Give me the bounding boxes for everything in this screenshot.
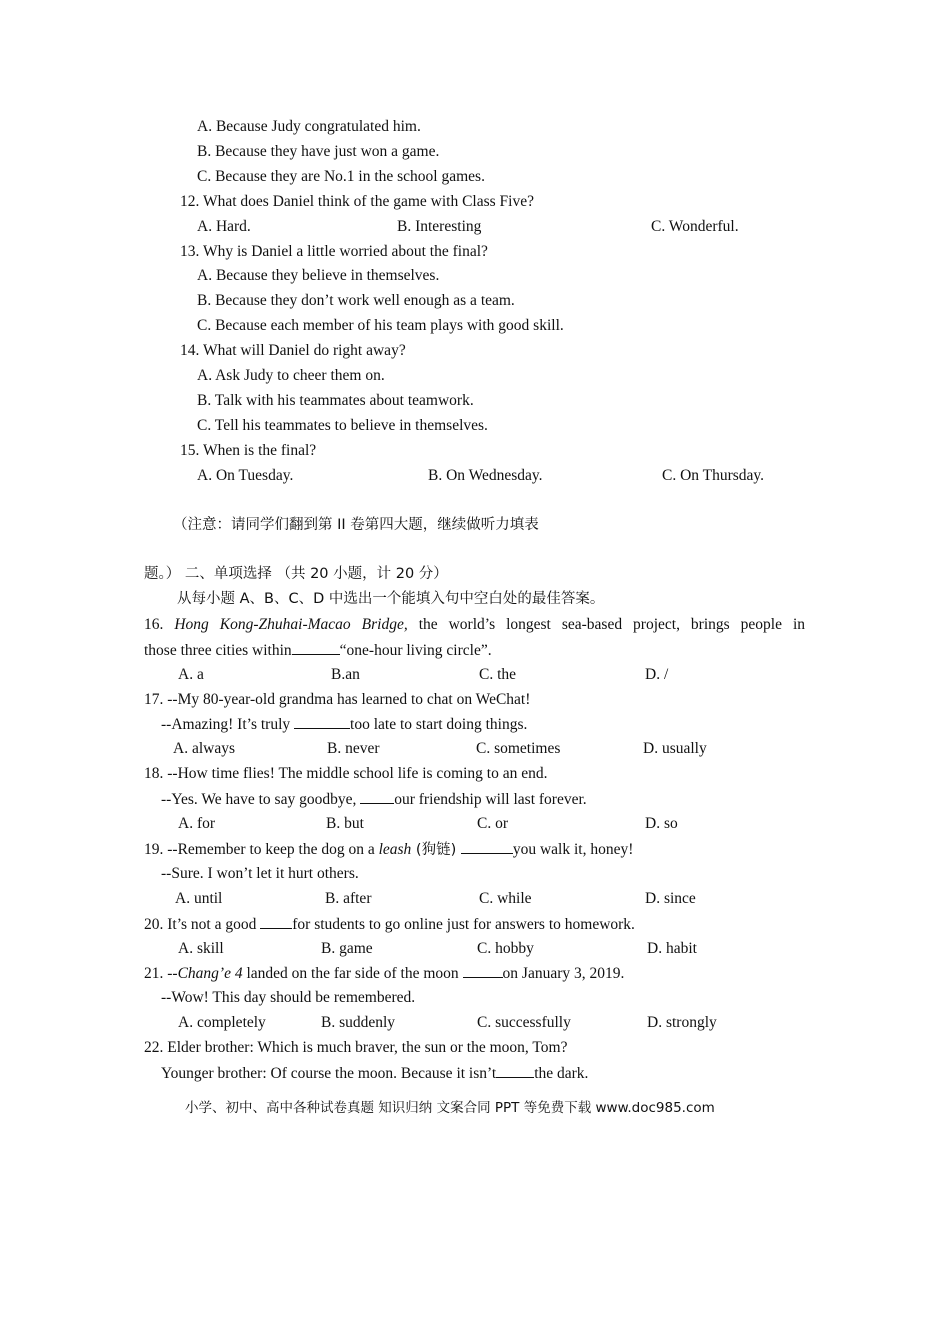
q22-text: Younger brother: Of course the moon. Because it isn’t	[161, 1065, 497, 1082]
q14-option-b: B. Talk with his teammates about teamwork.	[197, 392, 474, 409]
q17-option-a: A. always	[173, 740, 235, 757]
q16-rest: the world’s longest sea-based project, brings people in	[418, 616, 806, 633]
q21-option-d: D. strongly	[647, 1014, 717, 1031]
q15-option-c: C. On Thursday.	[662, 467, 765, 484]
q19-option-d: D. since	[645, 890, 696, 907]
q21-text: 21. --	[144, 965, 178, 982]
q21-italic-name: Chang’e 4	[177, 965, 243, 982]
q18-blank	[360, 789, 394, 804]
q14-option-a: A. Ask Judy to cheer them on.	[197, 367, 385, 384]
q21-line-1	[144, 963, 624, 984]
q21-option-b: B. suddenly	[321, 1014, 396, 1031]
q17-option-c: C. sometimes	[476, 740, 561, 757]
q20-option-b: B. game	[321, 940, 373, 957]
q19-blank	[461, 839, 513, 854]
q19-line-1	[144, 839, 633, 860]
q21-option-c: C. successfully	[477, 1014, 571, 1031]
section-instruction: 从每小题 A、B、C、D 中选出一个能填入句中空白处的最佳答案。	[177, 591, 605, 607]
q12-option-c: C. Wonderful.	[651, 218, 739, 235]
q11-option-a: A. Because Judy congratulated him.	[197, 118, 421, 135]
q20-text: 20. It’s not a good	[144, 916, 261, 933]
section-heading: 题。） 二、单项选择 （共 20 小题，计 20 分）	[144, 566, 448, 582]
q16-line-2-end: “one-hour living circle”.	[339, 642, 492, 659]
q21-text-mid: landed on the far side of the moon	[242, 965, 463, 982]
q17-blank	[294, 714, 350, 729]
q17-line-2-text: --Amazing! It’s truly	[161, 716, 295, 733]
q16-option-c: C. the	[479, 666, 517, 683]
q22-line-1: 22. Elder brother: Which is much braver, the sun or the moon, Tom?	[144, 1039, 568, 1056]
q14-stem: 14. What will Daniel do right away?	[180, 342, 406, 359]
q15-option-b: B. On Wednesday.	[428, 467, 543, 484]
q11-option-b: B. Because they have just won a game.	[197, 143, 440, 160]
q17-line-2	[161, 714, 527, 735]
q17-line-1: 17. --My 80-year-old grandma has learned to chat on WeChat!	[144, 691, 531, 708]
q19-italic-word: leash	[378, 841, 412, 858]
q16-line-2-text: those three cities within	[144, 642, 292, 659]
q22-text-end: the dark.	[534, 1065, 589, 1082]
q16-italic: Hong Kong-Zhuhai-Macao Bridge,	[174, 616, 408, 633]
q19-text: 19. --Remember to keep the dog on a	[144, 841, 379, 858]
q16-line-2	[144, 640, 492, 661]
q18-option-d: D. so	[645, 815, 678, 832]
q17-option-b: B. never	[327, 740, 380, 757]
q20-option-d: D. habit	[647, 940, 697, 957]
q21-blank	[463, 963, 503, 978]
q21-line-2: --Wow! This day should be remembered.	[161, 989, 416, 1006]
q21-text-end: on January 3, 2019.	[502, 965, 625, 982]
q18-option-c: C. or	[477, 815, 508, 832]
q17-line-2-end: too late to start doing things.	[350, 716, 528, 733]
q13-stem: 13. Why is Daniel a little worried about the final?	[180, 243, 488, 260]
q20-text-end: for students to go online just for answers to homework.	[292, 916, 635, 933]
q19-option-b: B. after	[325, 890, 372, 907]
q12-option-a: A. Hard.	[197, 218, 251, 235]
q14-option-c: C. Tell his teammates to believe in themselves.	[197, 417, 488, 434]
q18-line-2	[161, 789, 587, 810]
q13-option-a: A. Because they believe in themselves.	[197, 267, 440, 284]
q19-text-end: you walk it, honey!	[512, 841, 634, 858]
q16-number: 16.	[144, 616, 164, 633]
q12-stem: 12. What does Daniel think of the game with Class Five?	[180, 193, 534, 210]
q18-line-2-end: our friendship will last forever.	[394, 791, 587, 808]
q18-line-1: 18. --How time flies! The middle school life is coming to an end.	[144, 765, 548, 782]
q16-blank	[292, 640, 340, 655]
q19-option-a: A. until	[175, 890, 223, 907]
q22-line-2	[161, 1063, 588, 1084]
q15-stem: 15. When is the final?	[180, 442, 317, 459]
q19-gloss: (狗链)	[411, 842, 461, 858]
q20-blank	[260, 914, 292, 929]
q18-option-a: A. for	[178, 815, 216, 832]
q22-blank	[496, 1063, 534, 1078]
q16-option-d: D. /	[645, 666, 669, 683]
q16-option-b: B.an	[331, 666, 360, 683]
q13-option-c: C. Because each member of his team plays with good skill.	[197, 317, 564, 334]
q16-line-1	[144, 615, 805, 635]
q11-option-c: C. Because they are No.1 in the school games.	[197, 168, 485, 185]
q19-line-2: --Sure. I won’t let it hurt others.	[161, 865, 359, 882]
page-footer: 小学、初中、高中各种试卷真题 知识归纳 文案合同 PPT 等免费下载 www.doc985.com	[185, 1100, 715, 1116]
q12-option-b: B. Interesting	[397, 218, 482, 235]
q15-option-a: A. On Tuesday.	[197, 467, 294, 484]
q18-line-2-text: --Yes. We have to say goodbye,	[161, 791, 361, 808]
q16-option-a: A. a	[178, 666, 204, 683]
notice-line-1: （注意：请同学们翻到第 II 卷第四大题，继续做听力填表	[173, 517, 539, 533]
q21-option-a: A. completely	[178, 1014, 266, 1031]
q20-option-c: C. hobby	[477, 940, 534, 957]
q19-option-c: C. while	[479, 890, 532, 907]
q17-option-d: D. usually	[643, 740, 707, 757]
q13-option-b: B. Because they don’t work well enough as a team.	[197, 292, 515, 309]
q20-option-a: A. skill	[178, 940, 224, 957]
q18-option-b: B. but	[326, 815, 364, 832]
q20-line-1	[144, 914, 635, 935]
